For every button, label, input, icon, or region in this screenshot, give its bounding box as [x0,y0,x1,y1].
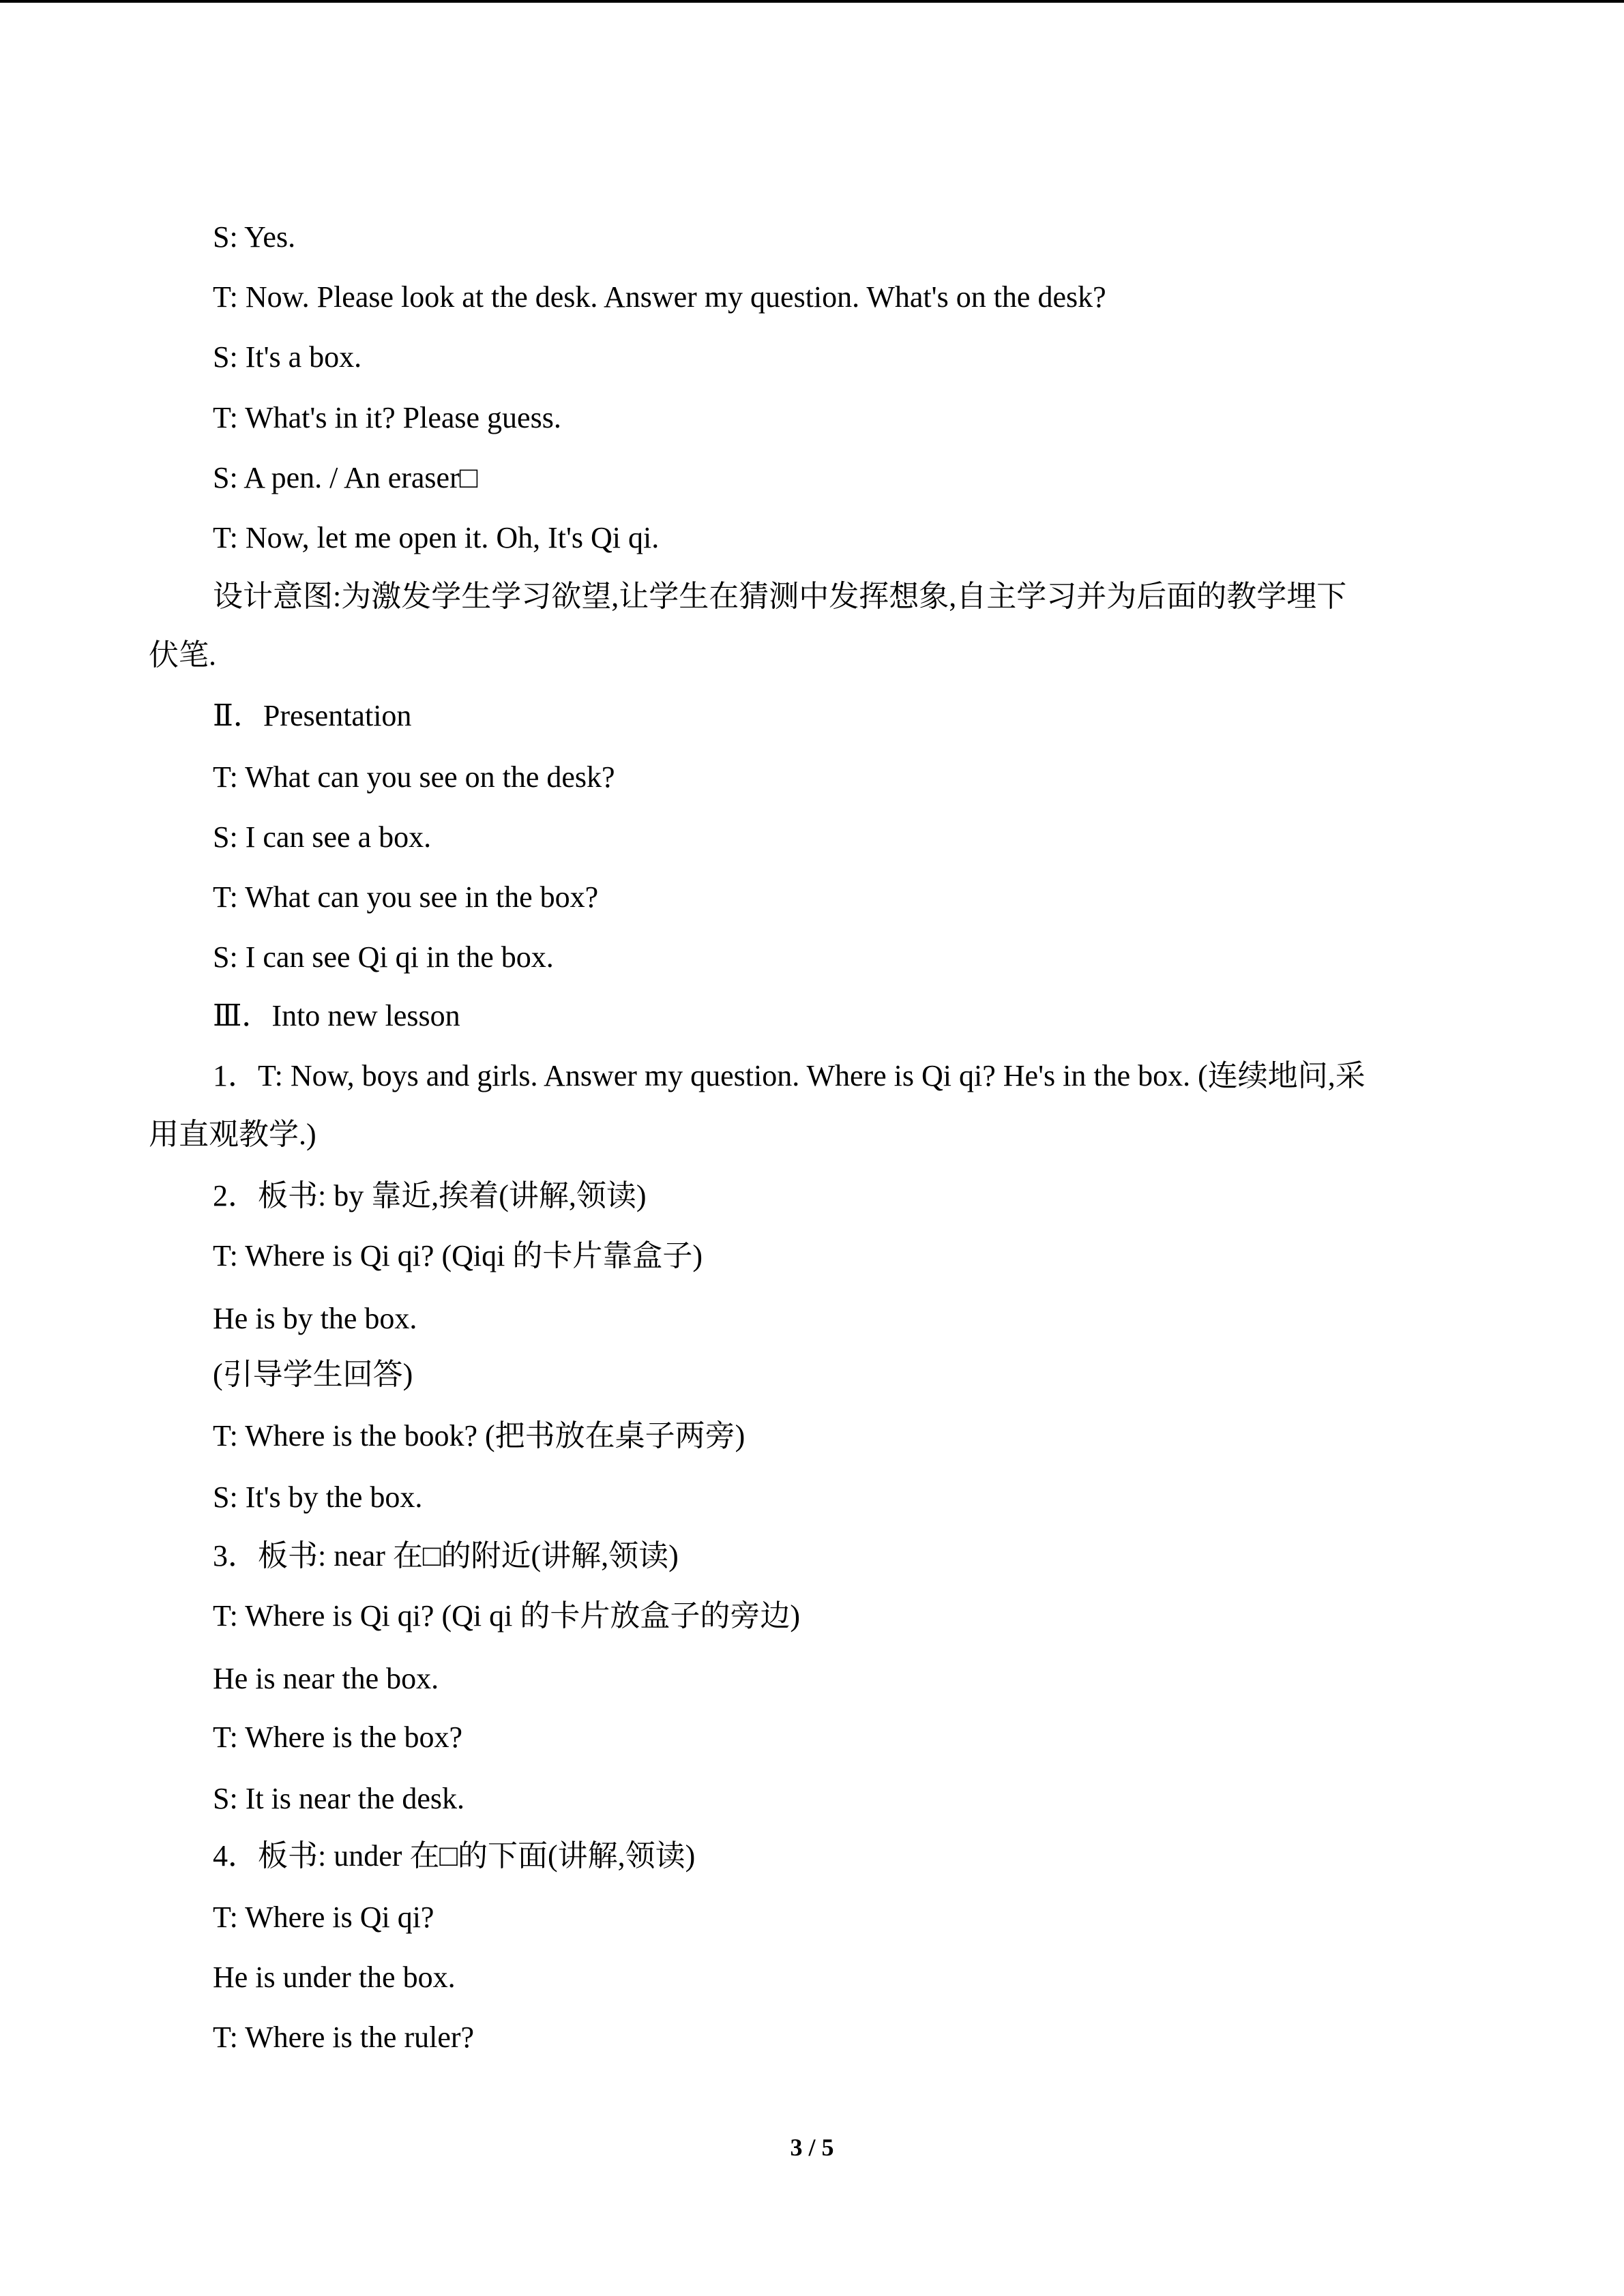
page-number: 3 / 5 [790,2134,834,2161]
text-line: He is by the box. [213,1302,417,1335]
text-line: S: It's a box. [213,340,362,374]
text-line: S: I can see Qi qi in the box. [213,940,554,974]
text-line: T: Now. Please look at the desk. Answer my question. What's on the desk? [213,280,1106,314]
section-heading: Ⅱ．Presentation [213,699,412,732]
text-line: T: Where is the box? [213,1720,462,1754]
text-line: T: What's in it? Please guess. [213,401,561,434]
text-line: (引导学生回答) [213,1358,413,1391]
text-line: S: It's by the box. [213,1480,423,1514]
section-heading: Ⅲ．Into new lesson [213,999,460,1032]
text-line-continuation: 用直观教学.) [149,1118,316,1151]
text-line: 4．板书: under 在□的下面(讲解,领读) [213,1839,696,1873]
text-line: T: Now, let me open it. Oh, It's Qi qi. [213,521,660,554]
text-line: S: A pen. / An eraser□ [213,461,478,494]
text-line: S: Yes. [213,220,296,254]
text-line: 1．T: Now, boys and girls. Answer my question. Where is Qi qi? He's in the box. (连续地问,采 [213,1059,1365,1092]
text-line: S: I can see a box. [213,820,432,854]
text-line: T: Where is Qi qi? (Qi qi 的卡片放盒子的旁边) [213,1599,800,1632]
text-line: T: What can you see on the desk? [213,760,615,794]
text-line: He is under the box. [213,1960,456,1994]
design-intent-continuation: 伏笔. [149,638,216,672]
text-line: T: Where is the book? (把书放在桌子两旁) [213,1419,745,1452]
text-line: T: Where is Qi qi? (Qiqi 的卡片靠盒子) [213,1239,703,1272]
text-line: S: It is near the desk. [213,1782,465,1815]
text-line: 2．板书: by 靠近,挨着(讲解,领读) [213,1179,647,1212]
design-intent-line: 设计意图:为激发学生学习欲望,让学生在猜测中发挥想象,自主学习并为后面的教学埋下 [213,580,1347,613]
text-line: T: Where is Qi qi? [213,1900,434,1934]
text-line: T: Where is the ruler? [213,2021,475,2054]
text-line: T: What can you see in the box? [213,880,599,914]
text-line: 3．板书: near 在□的附近(讲解,领读) [213,1539,679,1572]
text-line: He is near the box. [213,1662,439,1695]
